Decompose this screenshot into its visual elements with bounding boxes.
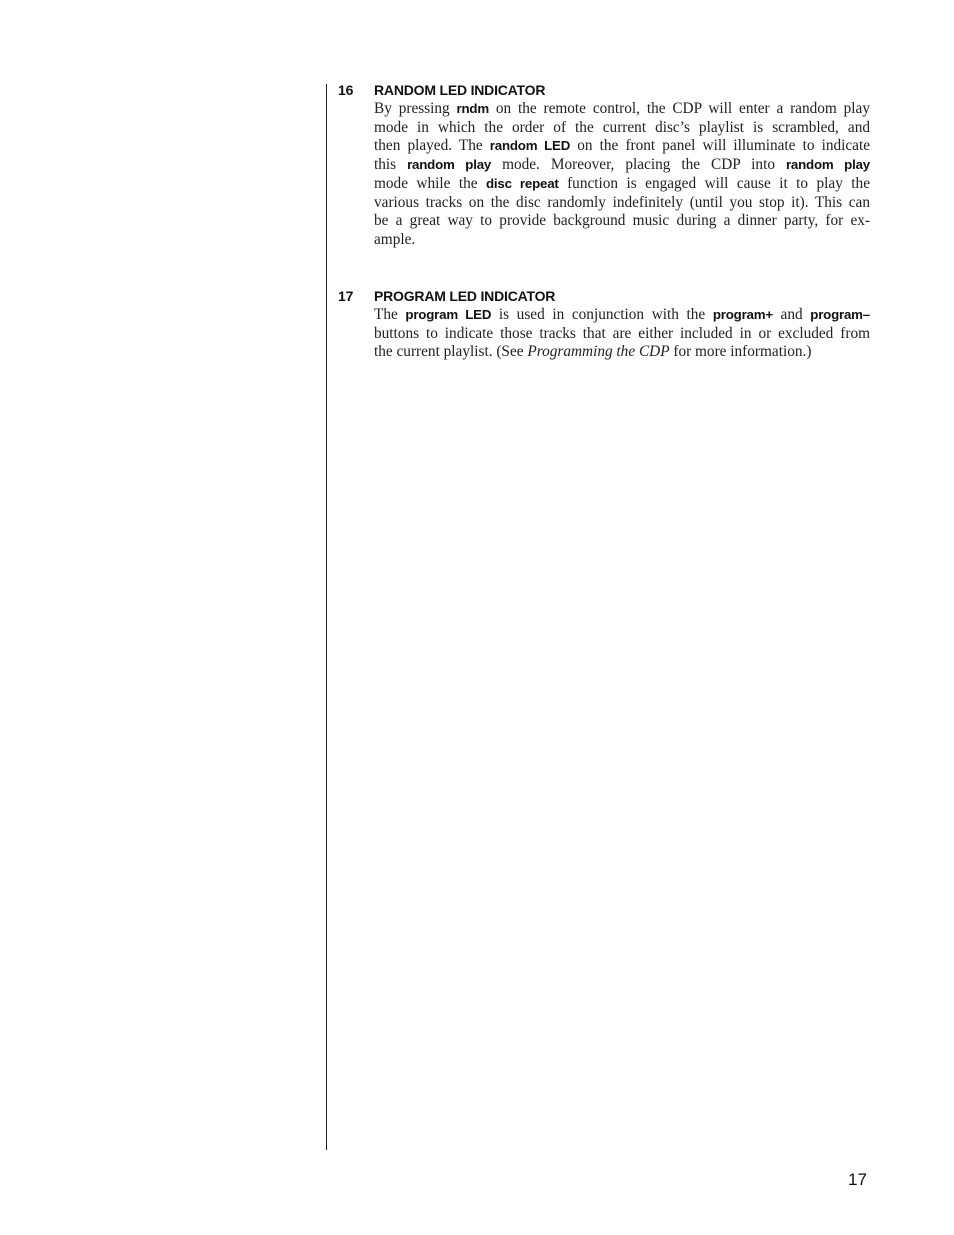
text-line	[374, 175, 870, 194]
text-line	[374, 212, 870, 231]
text-line	[374, 343, 870, 362]
text-run: and	[772, 306, 811, 323]
text-run: By pressing	[374, 100, 457, 117]
text-run: buttons to indicate those tracks that are either included in or excluded from	[374, 324, 870, 342]
section-title: PROGRAM LED INDICATOR	[374, 288, 556, 304]
keyword-term: program LED	[405, 307, 492, 322]
keyword-term: random play	[785, 157, 870, 173]
text-run: be a great way to provide background music during a dinner party, for ex-	[374, 212, 870, 230]
text-line	[374, 156, 870, 175]
text-run: function is engaged will cause it to play the	[558, 174, 870, 192]
section-heading	[338, 287, 870, 305]
keyword-term: rndm	[456, 101, 489, 116]
keyword-term: disc repeat	[486, 175, 559, 191]
text-line	[374, 325, 870, 344]
text-line	[374, 100, 870, 119]
text-line	[374, 306, 870, 325]
margin-rule	[326, 84, 327, 1150]
keyword-term: program–	[810, 307, 870, 322]
text-run: then played. The	[374, 137, 490, 155]
section-number: 17	[338, 288, 354, 304]
text-run: the current playlist. (See	[374, 343, 528, 361]
text-run: various tracks on the disc randomly indefinitely (until you stop it). This can	[374, 193, 870, 211]
section-body	[374, 306, 870, 362]
section-number: 16	[338, 82, 354, 98]
keyword-term: random play	[407, 157, 492, 173]
section-heading	[338, 81, 870, 99]
text-run: mode in which the order of the current disc’s playlist is scrambled, and	[374, 118, 870, 136]
italic-reference: Programming the CDP	[527, 343, 670, 361]
text-run: on the remote control, the CDP will enter a random play	[488, 100, 870, 117]
text-run: mode. Moreover, placing the CDP into	[491, 156, 786, 174]
text-run: The	[374, 306, 406, 323]
keyword-term: program+	[712, 307, 773, 322]
section-random-led-indicator	[338, 81, 870, 250]
section-program-led-indicator	[338, 287, 870, 362]
text-line	[374, 194, 870, 213]
text-run: is used in conjunction with the	[491, 306, 713, 323]
section-title: RANDOM LED INDICATOR	[374, 82, 546, 98]
text-line	[374, 119, 870, 138]
text-run: for more information.)	[669, 343, 812, 361]
text-line	[374, 231, 870, 250]
text-line	[374, 137, 870, 156]
text-run: on the front panel will illuminate to indicate	[570, 137, 870, 155]
text-run: this	[374, 156, 408, 174]
page-number: 17	[848, 1170, 867, 1189]
keyword-term: random LED	[489, 138, 571, 154]
section-body	[374, 100, 870, 250]
text-run: ample.	[374, 230, 416, 248]
text-run: mode while the	[374, 174, 486, 192]
